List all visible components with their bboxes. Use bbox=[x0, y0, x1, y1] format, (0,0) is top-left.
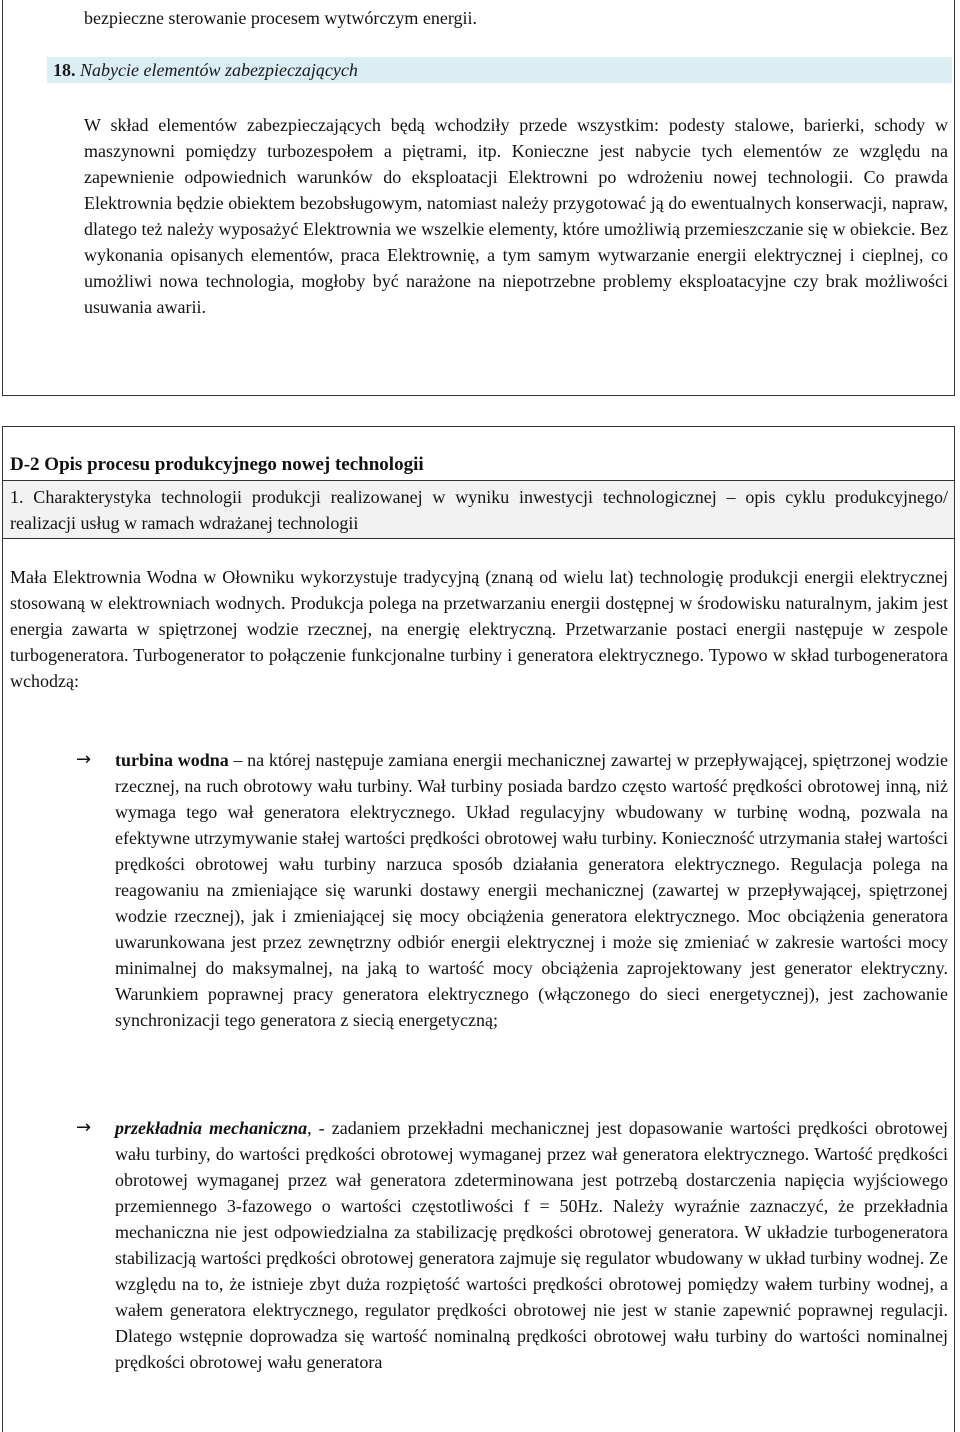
section-18-paragraph: W skład elementów zabezpieczających będą wchodziły przede wszystkim: podesty stalowe, barierki, schody w maszynowni pomiędzy turbozespołem a piętrami, itp. Konieczne jest nabycie tych elementów ze względu na zapewnienie odpowiednich warunków do eksploatacji Elektrowni po wdrożeniu nowej technologii. Co prawda Elektrownia będzie obiektem bezobsługowym, natomiast należy przygotować ją do ewentualnych konserwacji, napraw, dlatego też należy wyposażyć Elektrownia we wszelkie elementy, które umożliwią przemieszczanie się w obiekcie. Bez wykonania opisanych elementów, praca Elektrownię, a tym samym wytwarzanie energii elektrycznej i cieplnej, co umożliwi nowa technologia, mogłoby być narażone na niepotrzebne problemy eksploatacyjne czy brak możliwości usuwania awarii. bbox=[84, 115, 948, 317]
d2-subheading: 1. Charakterystyka technologii produkcji realizowanej w wyniku inwestycji technologicznej – opis cyklu produkcyjnego/ realizacji usług w ramach wdrażanej technologii bbox=[10, 487, 948, 533]
bullet-body: – na której następuje zamiana energii mechanicznej zawartej w przepływającej, spiętrzonej wodzie rzecznej, na ruch obrotowy wału turbiny. Wał turbiny posiada bardzo często wartość prędkości obrotowej inną, niż wymaga tego wał generatora elektrycznego. Układ regulacyjny wbudowany w turbinę wodną, pozwala na efektywne utrzymywanie stałej wartości prędkości obrotowej wału turbiny. Konieczność utrzymania stałej wartości prędkości obrotowej wału turbiny narzuca sposób działania generatora elektrycznego. Regulacja polega na reagowaniu na zmieniające się warunki dostawy energii mechanicznej (zawartej w przepływającej, spiętrzonej wodzie rzecznej), jak i zmieniającej się mocy obciążenia generatora elektrycznego. Moc obciążenia generatora uwarunkowana jest przez zewnętrzny odbiór energii elektrycznej i może się zmieniać w zakresie wartości mocy minimalnej do maksymalnej, na jaką to wartość mocy obciążenia zaprojektowany jest generator elektryczny. Warunkiem poprawnej pracy generatora elektrycznego (włączonego do sieci energetycznej), jest zachowanie synchronizacji tego generatora z siecią energetyczną; bbox=[115, 750, 949, 1030]
bullet-term: turbina wodna bbox=[115, 750, 229, 770]
section-18-number: 18. bbox=[53, 60, 76, 80]
bullet-term: przekładnia mechaniczna bbox=[115, 1118, 308, 1138]
d2-title: D-2 Opis procesu produkcyjnego nowej technologii bbox=[10, 454, 424, 475]
bullet-body: , - zadaniem przekładni mechanicznej jest dopasowanie wartości prędkości obrotowej wału turbiny, do wartości prędkości obrotowej wymaganej przez wał generatora elektrycznego. Wartość prędkości obrotowej wymaganej przez wał generatora zdeterminowana jest potrzebą dostarczenia napięcia wyjściowego przemiennego 3-fazowego o wartości częstotliwości f = 50Hz. Należy wyraźnie zaznaczyć, że przekładnia mechaniczna nie jest odpowiedzialna za stabilizację prędkości obrotowej generatora. W układzie turbogeneratora stabilizacją wartości prędkości obrotowej generatora zajmuje się regulator wbudowany w układ turbiny wodnej. Ze względu na to, że istnieje zbyt duża rozpiętość wartości prędkości obrotowej pomiędzy wałem turbiny wodnej, a wałem generatora elektrycznego, regulator prędkości obrotowej nie jest w stanie zapewnić poprawnej regulacji. Dlatego wstępnie doprowadza się wartość nominalną prędkości obrotowej wału turbiny do wartości nominalnej prędkości obrotowej wału generatora bbox=[115, 1118, 948, 1372]
section-18-heading bbox=[47, 57, 952, 83]
arrow-bullet-icon: → bbox=[76, 1117, 92, 1138]
section-18-title: Nabycie elementów zabezpieczających bbox=[80, 60, 358, 80]
divider bbox=[2, 538, 955, 539]
arrow-bullet-icon: → bbox=[76, 749, 92, 770]
d2-paragraph: Mała Elektrownia Wodna w Ołowniku wykorzystuje tradycyjną (znaną od wielu lat) technologię produkcji energii elektrycznej stosowaną w elektrowniach wodnych. Produkcja polega na przetwarzaniu energii dostępnej w środowisku naturalnym, jakim jest energia zawarta w spiętrzonej wodzie rzecznej, na energię elektryczną. Przetwarzanie postaci energii następuje w zespole turbogeneratora. Turbogenerator to połączenie funkcjonalne turbiny i generatora elektrycznego. Typowo w skład turbogeneratora wchodzą: bbox=[10, 567, 948, 691]
bullet-turbina bbox=[115, 747, 948, 1033]
bullet-przekladnia bbox=[115, 1115, 948, 1375]
continuation-line: bezpieczne sterowanie procesem wytwórczym energii. bbox=[84, 8, 477, 28]
